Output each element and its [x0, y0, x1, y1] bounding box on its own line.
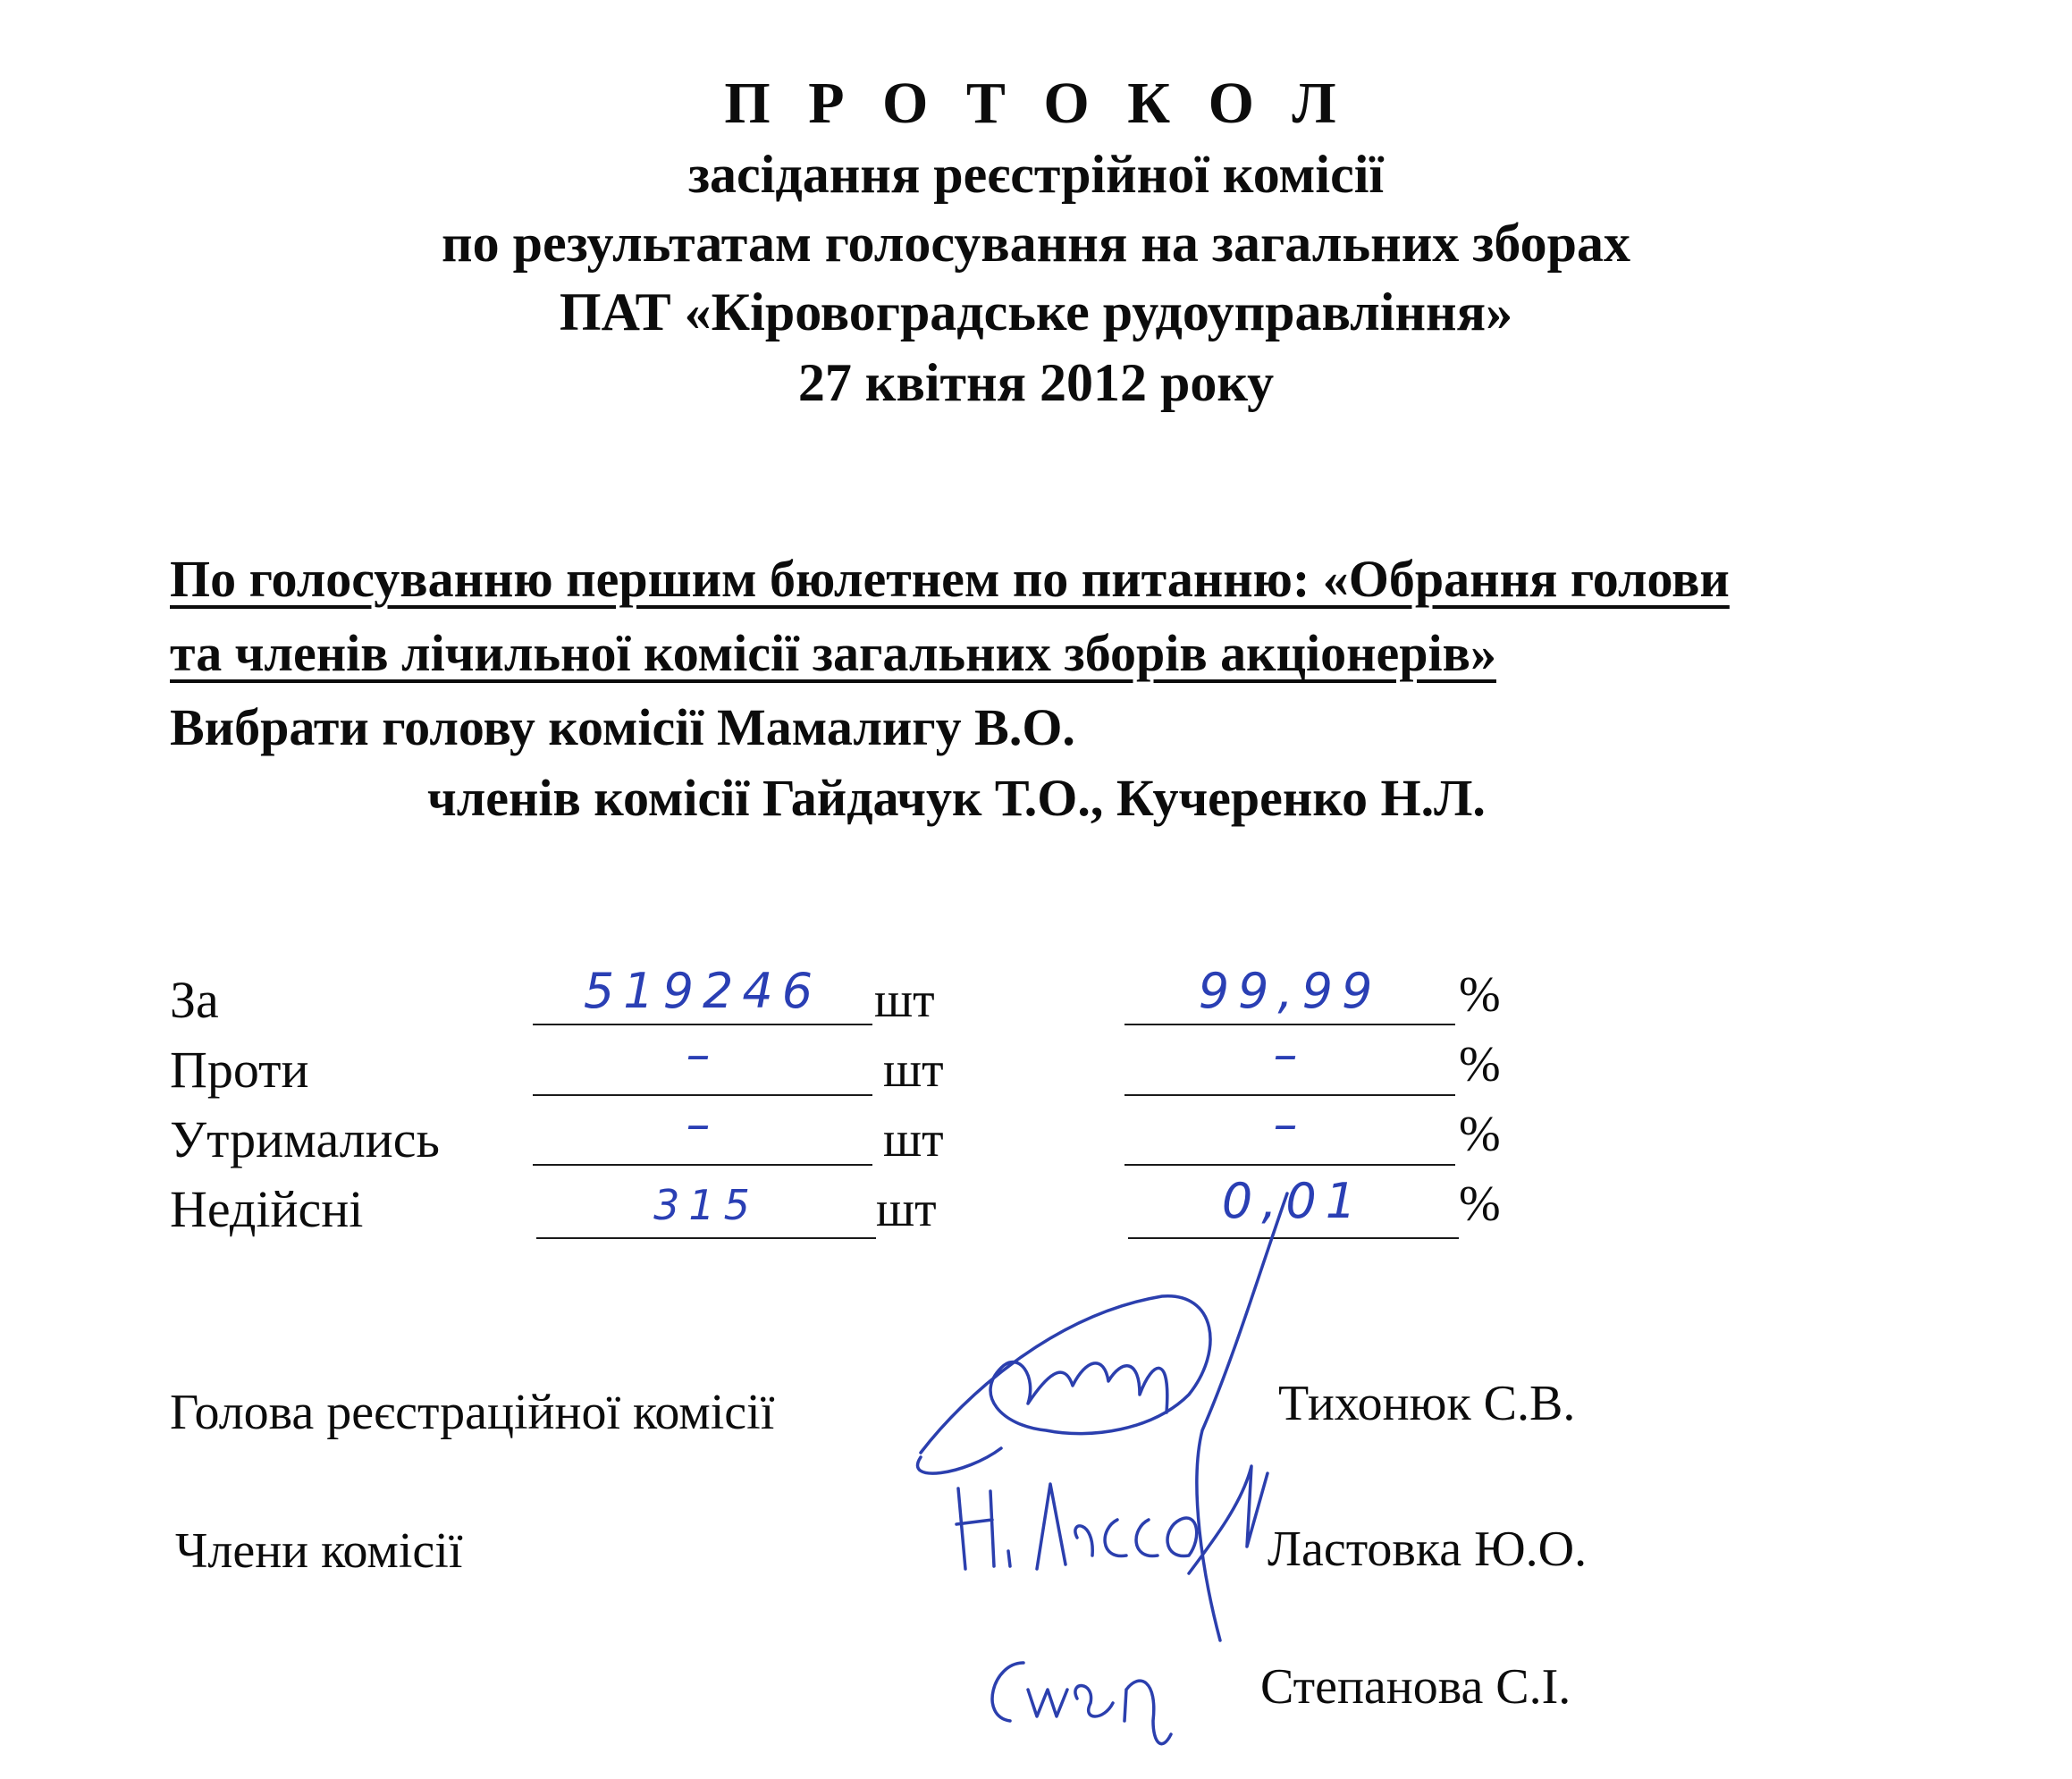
count-underline [536, 1237, 876, 1239]
percent-underline [1124, 1024, 1455, 1025]
vote-percent: 99,99 [1198, 963, 1382, 1019]
vote-count: – [686, 1026, 720, 1083]
unit-label: шт [883, 1112, 944, 1168]
agenda-line-2: та членів лічильної комісії загальних зборів акціонерів» [170, 624, 1496, 682]
count-underline [533, 1164, 872, 1166]
unit-label: шт [883, 1042, 944, 1098]
vote-percent: – [1273, 1026, 1307, 1083]
vote-count: 519246 [583, 963, 822, 1019]
unit-label: шт [876, 1182, 937, 1237]
members-label: Члени комісії [175, 1523, 463, 1579]
member1-signature [1037, 1484, 1197, 1569]
document-date: 27 квітня 2012 року [797, 353, 1275, 412]
member1-flourish [1189, 1466, 1268, 1573]
member1-initials [956, 1488, 1010, 1569]
vote-label: Проти [170, 1041, 309, 1099]
vote-label: Недійсні [170, 1180, 364, 1238]
unit-label: шт [874, 973, 935, 1028]
chair-signature [921, 1296, 1210, 1453]
member2-signature [992, 1663, 1171, 1744]
vote-percent: 0,01 [1221, 1173, 1366, 1229]
member-name-2: Степанова С.І. [1260, 1659, 1571, 1715]
agenda-line-1: По голосуванню першим бюлетнем по питанню: «Обрання голови [170, 550, 1730, 608]
company-name: ПАТ «Кіровоградське рудоуправління» [559, 282, 1513, 341]
chair-signature-tail [917, 1448, 1001, 1473]
percent-underline [1124, 1164, 1455, 1166]
vote-label: За [170, 971, 219, 1029]
percent-sign: % [1459, 1176, 1501, 1232]
percent-sign: % [1459, 967, 1501, 1023]
percent-underline [1128, 1237, 1459, 1239]
vote-percent: – [1273, 1096, 1307, 1152]
count-underline [533, 1024, 872, 1025]
percent-sign: % [1459, 1037, 1501, 1092]
vote-label: Утримались [170, 1110, 440, 1168]
subtitle-line-2: по результатам голосування на загальних зборах [442, 214, 1630, 273]
chair-name: Тихонюк С.В. [1278, 1376, 1576, 1431]
vote-count: – [686, 1096, 720, 1152]
decision-members: членів комісії Гайдачук Т.О., Кучеренко Н.Л. [427, 769, 1486, 827]
document-title: П Р О Т О К О Л [724, 71, 1348, 136]
percent-sign: % [1459, 1107, 1501, 1162]
subtitle-line-1: засідання реєстрійної комісії [687, 145, 1385, 204]
vote-count: 315 [653, 1181, 759, 1229]
decision-chair: Вибрати голову комісії Мамалигу В.О. [170, 698, 1075, 756]
chair-label: Голова реєстраційної комісії [170, 1385, 775, 1440]
member-name-1: Ластовка Ю.О. [1268, 1522, 1588, 1577]
